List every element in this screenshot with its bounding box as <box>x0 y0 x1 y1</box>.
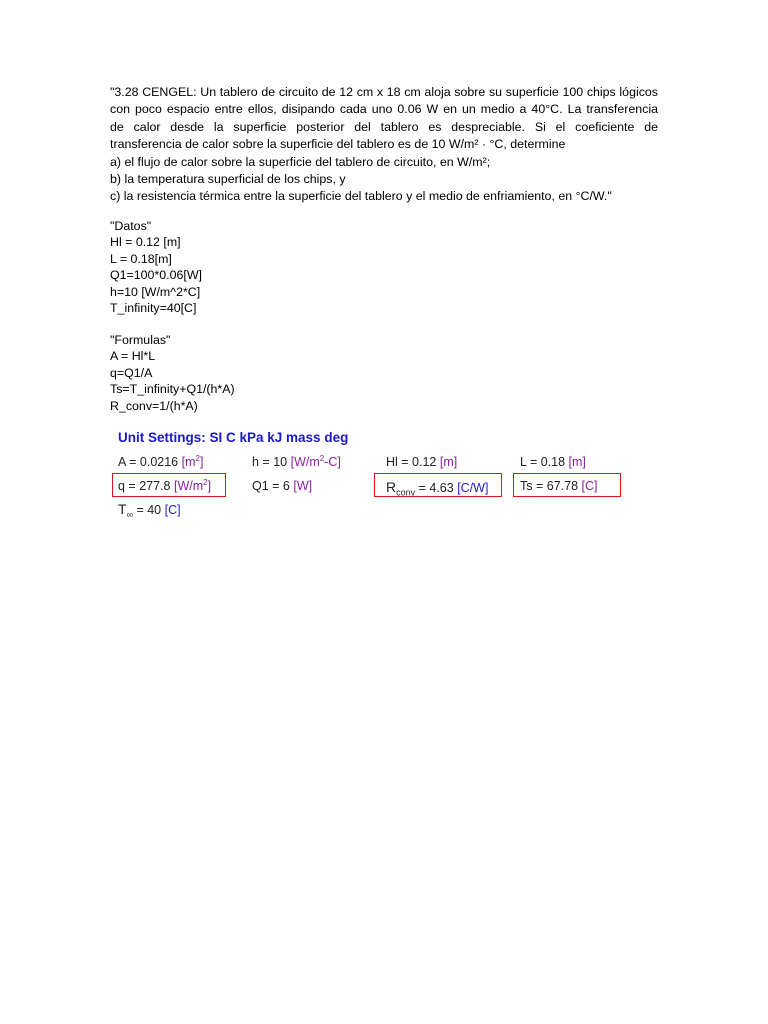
result-Hl: Hl = 0.12 [m] <box>386 455 458 469</box>
unit-settings-title: Unit Settings: SI C kPa kJ mass deg <box>118 430 349 445</box>
problem-line: c) la resistencia térmica entre la superficie del tablero y el medio de enfriamiento, en °C/W." <box>110 189 612 204</box>
result-Q1: Q1 = 6 [W] <box>252 479 313 493</box>
result-Rconv: $R_{conv} = 4.63$ [C/W] <box>386 479 489 498</box>
result-Tinf: $T_\infty = 40$ [C] <box>118 501 181 520</box>
result-Ts: Ts = 67.78 [C] <box>520 479 598 493</box>
datos-line: T_infinity=40[C] <box>110 301 197 316</box>
datos-line: h=10 [W/m^2*C] <box>110 284 201 299</box>
unit-label: $[W/m^2-C]$ <box>290 453 341 469</box>
datos-line: Q1=100*0.06[W] <box>110 268 202 283</box>
unit-label: [C] <box>581 479 598 493</box>
unit-label: [m] <box>439 455 458 469</box>
datos-section <box>110 218 202 316</box>
problem-line: "3.28 CENGEL: Un tablero de circuito de 12 cm x 18 cm aloja sobre su superficie 100 chips lógicos <box>110 85 658 99</box>
unit-label: [W] <box>293 479 313 493</box>
formulas-header: "Formulas" <box>110 333 171 347</box>
unit-label: $[m^2]$ <box>181 453 204 469</box>
formula-line: q=Q1/A <box>110 365 153 380</box>
result-h: h = 10 $[W/m^2-C]$ <box>252 453 341 469</box>
unit-label: [C/W] <box>457 481 489 495</box>
problem-line: transferencia de calor sobre la superficie del tablero es de 10 W/m² · °C, determine <box>110 137 566 152</box>
unit-label: $[W/m^2]$ <box>173 477 212 493</box>
unit-label: [C] <box>164 503 181 517</box>
datos-line: Hl = 0.12 [m] <box>110 235 181 250</box>
datos-header: "Datos" <box>110 219 152 233</box>
result-q: q = 277.8 $[W/m^2]$ <box>118 477 212 493</box>
problem-line: de calor desde la superficie posterior del tablero es despreciable. Si el coeficiente de <box>110 119 658 134</box>
problem-line: con poco espacio entre ellos, disipando cada uno 0.06 W en un medio a 40°C. La transferencia <box>110 102 658 117</box>
problem-line: b) la temperatura superficial de los chips, y <box>110 172 346 187</box>
result-A: A = 0.0216 $[m^2]$ <box>118 453 204 469</box>
result-L: L = 0.18 [m] <box>520 455 586 469</box>
formula-line: A = Hl*L <box>110 349 156 364</box>
formulas-section <box>110 332 235 414</box>
formula-line: Ts=T_infinity+Q1/(h*A) <box>110 382 235 397</box>
problem-statement <box>110 84 658 206</box>
unit-label: [m] <box>568 455 586 469</box>
datos-line: L = 0.18[m] <box>110 251 172 266</box>
formula-line: R_conv=1/(h*A) <box>110 398 198 413</box>
problem-line: a) el flujo de calor sobre la superficie del tablero de circuito, en W/m²; <box>110 154 491 169</box>
